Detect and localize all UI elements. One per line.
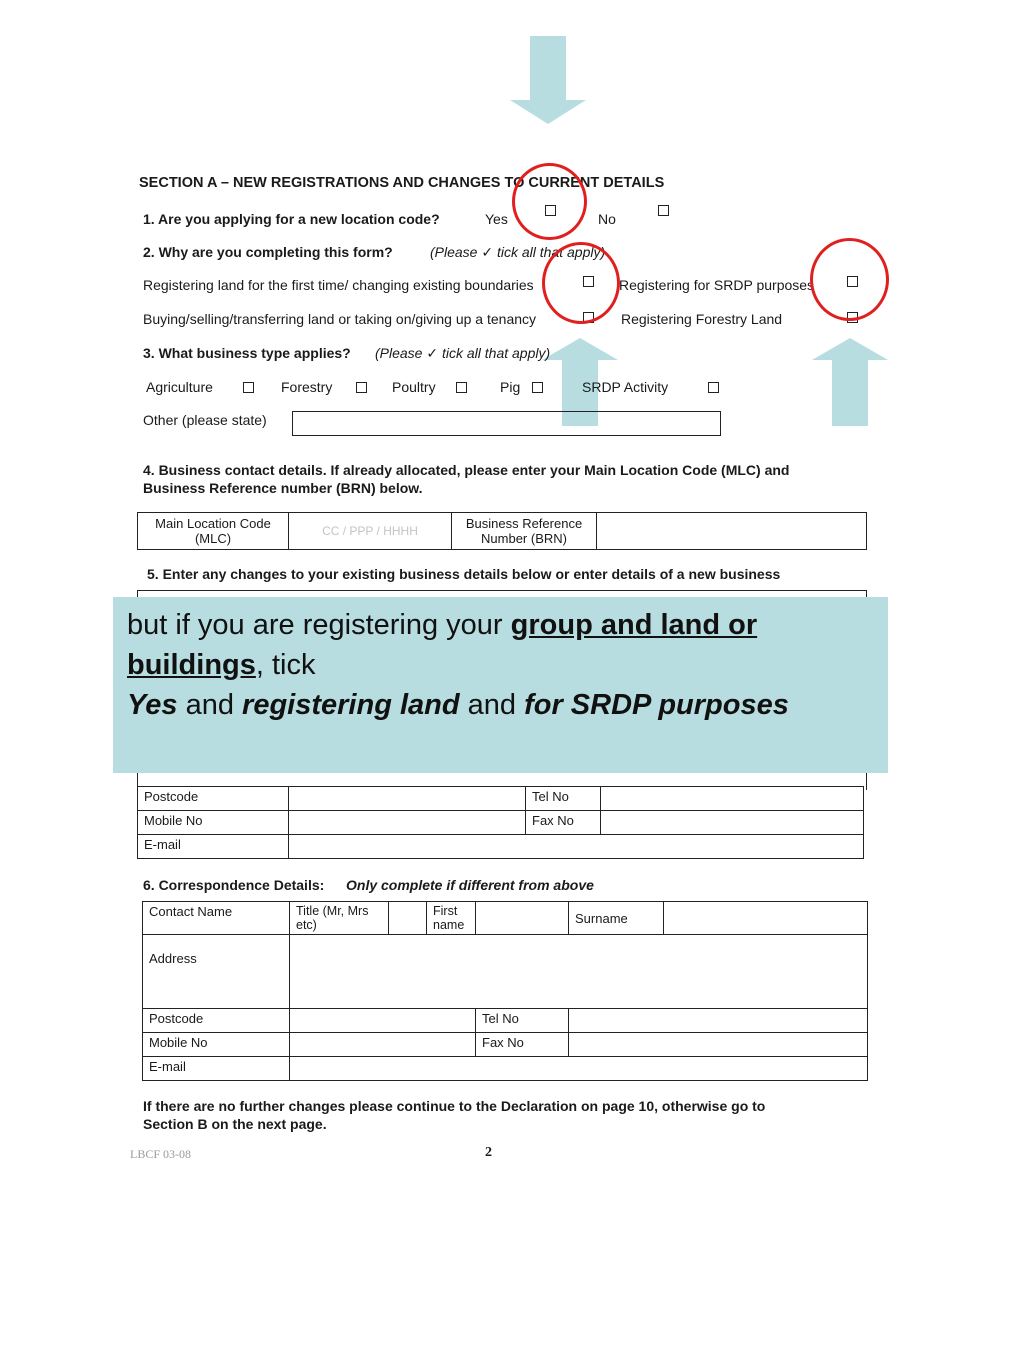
callout-and-1: and [177, 689, 243, 721]
type-srdp-activity: SRDP Activity [582, 379, 669, 395]
other-input[interactable] [292, 411, 721, 436]
type-agriculture: Agriculture [146, 379, 213, 395]
tel-label: Tel No [526, 787, 601, 811]
callout-srdp: for SRDP purposes [524, 689, 789, 721]
question-5-label: 5. Enter any changes to your existing business details below or enter details of a new business [147, 566, 781, 582]
question-1-label: 1. Are you applying for a new location code? [143, 211, 440, 227]
question-4-label: 4. Business contact details. If already allocated, please enter your Main Location Code (MLC) and [143, 462, 790, 478]
business-details-table [137, 786, 864, 859]
question-3-label: 3. What business type applies? [143, 345, 351, 361]
option-forestry-land: Registering Forestry Land [621, 311, 783, 327]
forestry-checkbox[interactable] [356, 382, 367, 393]
corr-mobile-input[interactable] [290, 1033, 476, 1057]
srdp-activity-checkbox[interactable] [708, 382, 719, 393]
mlc-input[interactable]: CC / PPP / HHHH [289, 513, 452, 550]
new-location-no-checkbox[interactable] [658, 205, 669, 216]
first-name-label: First name [427, 902, 476, 935]
question-6-label: 6. Correspondence Details: [143, 877, 325, 893]
type-forestry: Forestry [281, 379, 333, 395]
callout-text-1: but if you are registering your [127, 609, 511, 641]
contact-name-label: Contact Name [143, 902, 290, 935]
surname-label: Surname [569, 902, 664, 935]
tel-input[interactable] [601, 787, 864, 811]
poultry-checkbox[interactable] [456, 382, 467, 393]
closing-text-1: If there are no further changes please continue to the Declaration on page 10, otherwise go to [143, 1098, 766, 1114]
email-input[interactable] [289, 835, 864, 859]
callout-yes: Yes [127, 689, 178, 721]
no-label: No [598, 211, 616, 227]
callout-text-2: , tick [255, 649, 316, 681]
corr-postcode-label: Postcode [143, 1009, 290, 1033]
corr-tel-label: Tel No [476, 1009, 569, 1033]
corr-postcode-input[interactable] [290, 1009, 476, 1033]
address-input[interactable] [290, 935, 868, 1009]
mlc-label: Main Location Code (MLC) [138, 513, 289, 550]
closing-text-2: Section B on the next page. [143, 1116, 327, 1132]
question-2-label: 2. Why are you completing this form? [143, 244, 393, 260]
brn-label: Business Reference Number (BRN) [452, 513, 597, 550]
other-label: Other (please state) [143, 412, 267, 428]
mobile-label: Mobile No [138, 811, 289, 835]
callout-box [113, 597, 888, 773]
corr-email-input[interactable] [290, 1057, 868, 1081]
agriculture-checkbox[interactable] [243, 382, 254, 393]
mobile-input[interactable] [289, 811, 526, 835]
corr-tel-input[interactable] [569, 1009, 868, 1033]
postcode-input[interactable] [289, 787, 526, 811]
pig-checkbox[interactable] [532, 382, 543, 393]
question-4-label-2: Business Reference number (BRN) below. [143, 480, 423, 496]
highlight-circle-register-land [542, 242, 620, 324]
highlight-circle-yes [512, 163, 587, 240]
option-register-land: Registering land for the first time/ changing existing boundaries [143, 277, 534, 293]
fax-input[interactable] [601, 811, 864, 835]
email-label: E-mail [138, 835, 289, 859]
title-input[interactable] [389, 902, 427, 935]
surname-input[interactable] [664, 902, 868, 935]
arrow-down-icon [510, 36, 586, 126]
page-number: 2 [485, 1145, 492, 1160]
fax-label: Fax No [526, 811, 601, 835]
type-poultry: Poultry [392, 379, 436, 395]
brn-input[interactable] [597, 513, 867, 550]
yes-label: Yes [485, 211, 508, 227]
callout-emphasis: group and land or buildings [127, 609, 758, 681]
option-buying-selling: Buying/selling/transferring land or taking on/giving up a tenancy [143, 311, 537, 327]
type-pig: Pig [500, 379, 521, 395]
section-heading: SECTION A – NEW REGISTRATIONS AND CHANGES TO CURRENT DETAILS [139, 175, 665, 191]
corr-fax-label: Fax No [476, 1033, 569, 1057]
highlight-circle-srdp [810, 238, 889, 321]
callout-and-2: and [459, 689, 525, 721]
question-2-hint: (Please ✓ tick all that apply) [430, 244, 606, 260]
first-name-input[interactable] [476, 902, 569, 935]
corr-fax-input[interactable] [569, 1033, 868, 1057]
option-srdp: Registering for SRDP purposes [619, 277, 815, 293]
address-label: Address [143, 935, 290, 1009]
callout-registering-land: registering land [242, 689, 460, 721]
question-6-hint: Only complete if different from above [346, 877, 594, 893]
corr-email-label: E-mail [143, 1057, 290, 1081]
form-code: LBCF 03-08 [130, 1147, 192, 1161]
postcode-label: Postcode [138, 787, 289, 811]
corr-mobile-label: Mobile No [143, 1033, 290, 1057]
mlc-brn-table [137, 512, 867, 550]
correspondence-table [142, 901, 868, 1081]
title-label: Title (Mr, Mrs etc) [290, 902, 389, 935]
arrow-up-icon [812, 338, 888, 426]
question-3-hint: (Please ✓ tick all that apply) [375, 345, 551, 361]
